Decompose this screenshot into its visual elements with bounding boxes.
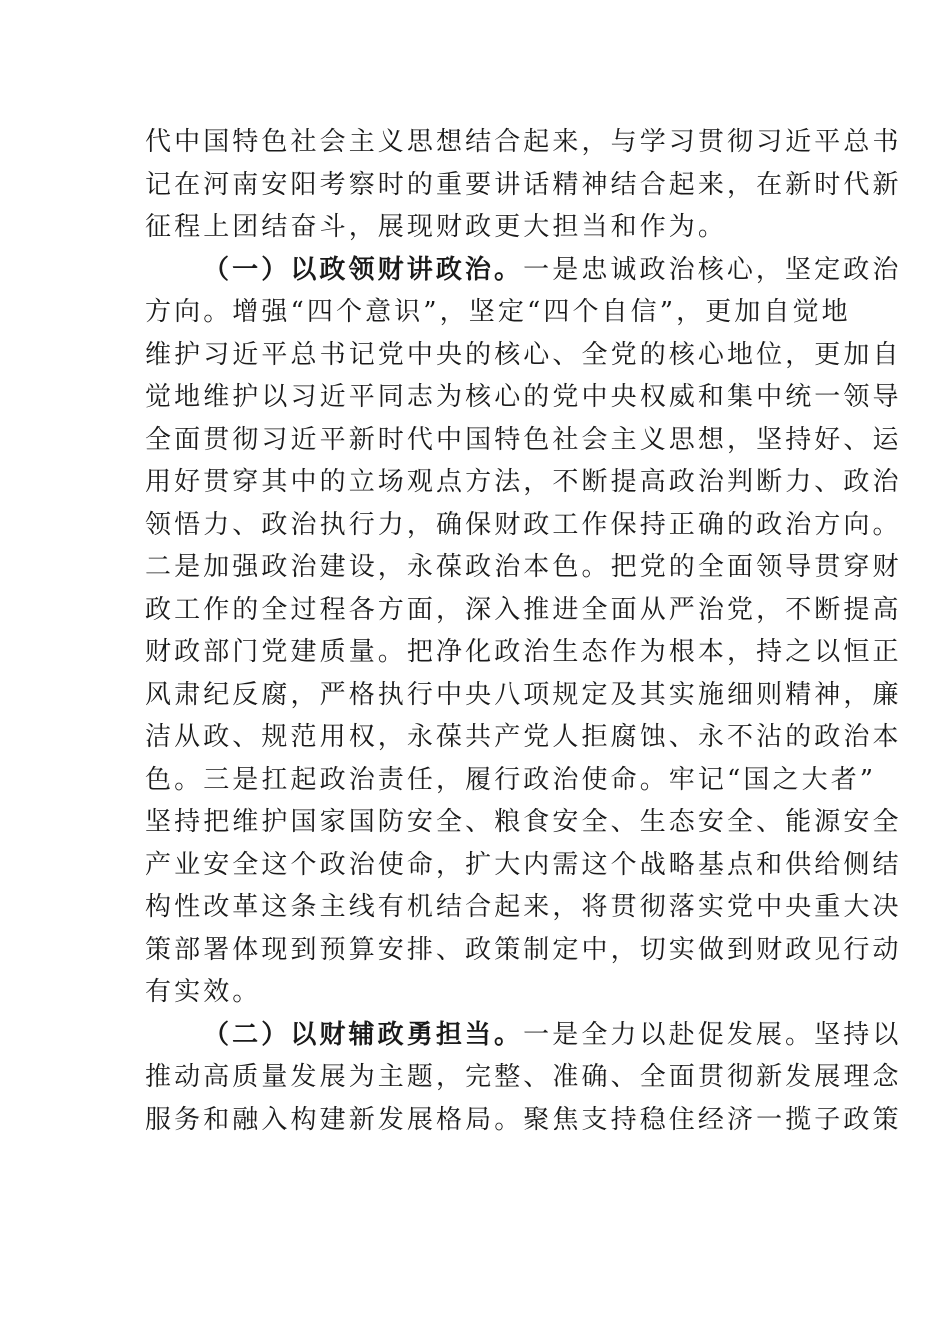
text-line: 记在河南安阳考察时的重要讲话精神结合起来，在新时代新 <box>145 169 902 200</box>
text-line: 用好贯穿其中的立场观点方法，不断提高政治判断力、政治 <box>145 467 902 497</box>
text-line: 服务和融入构建新发展格局。聚焦支持稳住经济一揽子政策 <box>145 1104 902 1135</box>
text-line: 产业安全这个政治使命，扩大内需这个战略基点和供给侧结 <box>145 849 902 880</box>
section-heading-2-text-bold: 以财辅政勇担当。 <box>290 1019 524 1050</box>
text-line: 二是加强政治建设，永葆政治本色。把党的全面领导贯穿财 <box>145 552 902 582</box>
section-heading-2-prefix: （二） <box>203 1019 291 1050</box>
text-line: 色。三是扛起政治责任，履行政治使命。牢记“国之大者” <box>145 764 877 795</box>
text-line: 全面贯彻习近平新时代中国特色社会主义思想，坚持好、运 <box>145 424 902 455</box>
text-line: 方向。增强“四个意识”，坚定“四个自信”，更加自觉地 <box>145 297 851 327</box>
text-line: 策部署体现到预算安排、政策制定中，切实做到财政见行动 <box>145 934 902 965</box>
text-line: 有实效。 <box>145 977 262 1007</box>
text-line: 坚持把维护国家国防安全、粮食安全、生态安全、能源安全 <box>145 807 902 837</box>
section-heading-1-text-bold: 以政领财讲政治。 <box>290 254 524 285</box>
section-heading-1-text-rest: 一是忠诚政治核心，坚定政治 <box>523 254 902 285</box>
text-line: 觉地维护以习近平同志为核心的党中央权威和集中统一领导 <box>145 382 902 412</box>
text-line: 推动高质量发展为主题，完整、准确、全面贯彻新发展理念 <box>145 1062 902 1092</box>
section-heading-line <box>145 249 902 292</box>
section-heading-2-text <box>290 1020 901 1050</box>
text-line: 政工作的全过程各方面，深入推进全面从严治党，不断提高 <box>145 594 902 625</box>
text-line: 风肃纪反腐，严格执行中央八项规定及其实施细则精神，廉 <box>145 679 902 710</box>
text-line: 代中国特色社会主义思想结合起来，与学习贯彻习近平总书 <box>145 127 902 157</box>
section-heading-1-text <box>290 255 901 285</box>
text-line: 构性改革这条主线有机结合起来，将贯彻落实党中央重大决 <box>145 892 902 922</box>
text-line: 财政部门党建质量。把净化政治生态作为根本，持之以恒正 <box>145 637 902 667</box>
text-line: 洁从政、规范用权，永葆共产党人拒腐蚀、永不沾的政治本 <box>145 722 902 752</box>
document-body <box>145 121 902 1141</box>
text-line: 维护习近平总书记党中央的核心、全党的核心地位，更加自 <box>145 339 902 370</box>
section-heading-1-prefix: （一） <box>203 254 291 285</box>
text-line: 领悟力、政治执行力，确保财政工作保持正确的政治方向。 <box>145 509 902 540</box>
section-heading-2-text-rest: 一是全力以赴促发展。坚持以 <box>523 1019 902 1050</box>
text-line: 征程上团结奋斗，展现财政更大担当和作为。 <box>145 212 728 242</box>
section-heading-line <box>145 1014 902 1057</box>
